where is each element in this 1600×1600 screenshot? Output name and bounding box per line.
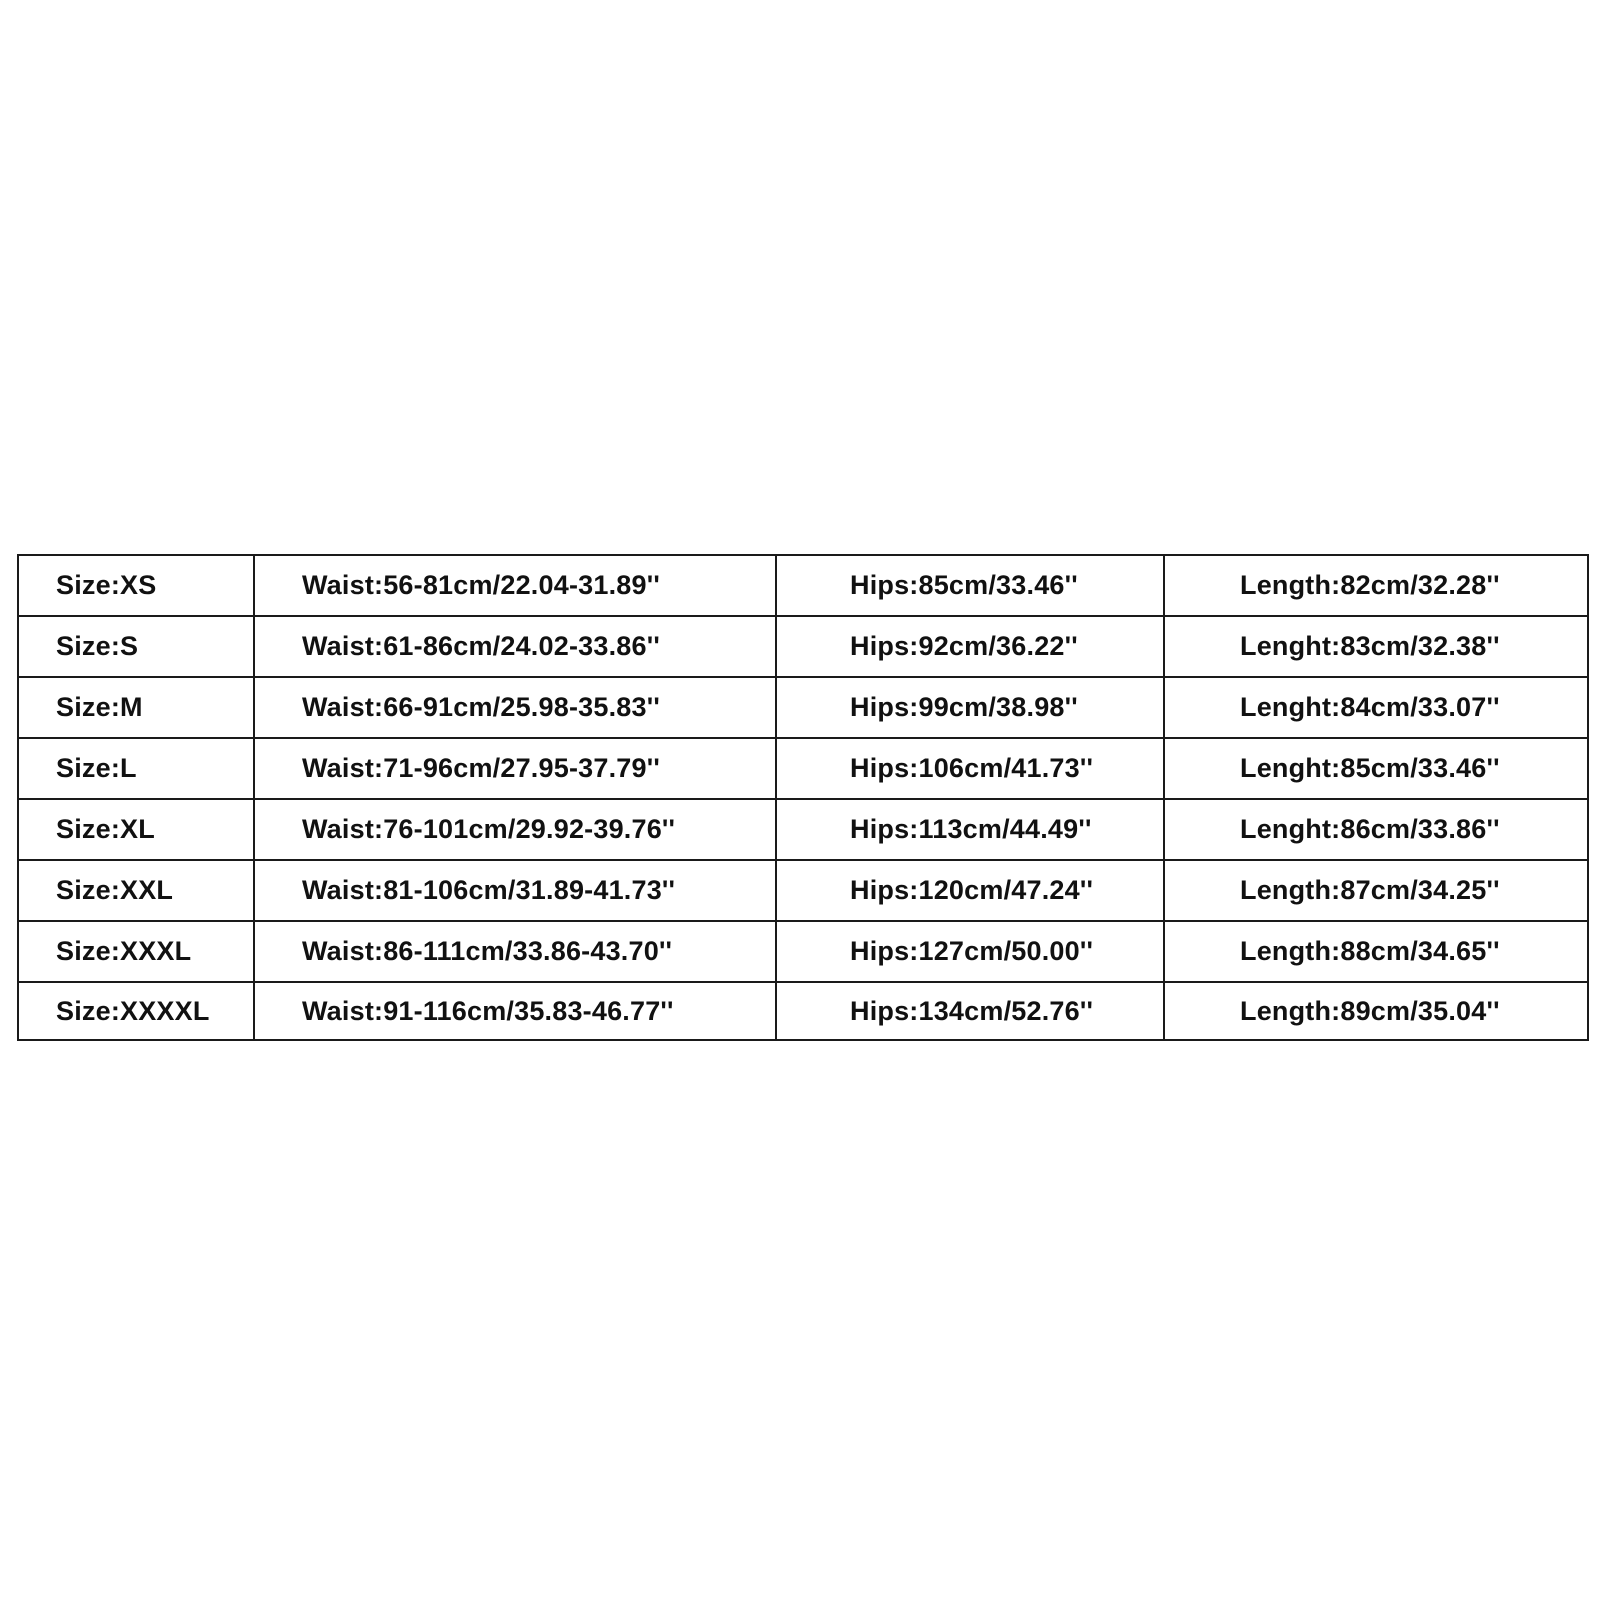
waist-cell: Waist:66-91cm/25.98-35.83'' [254,677,776,738]
hips-cell: Hips:99cm/38.98'' [776,677,1164,738]
waist-cell: Waist:76-101cm/29.92-39.76'' [254,799,776,860]
size-row-xs [18,555,1588,616]
length-cell: Lenght:86cm/33.86'' [1164,799,1588,860]
size-cell: Size:XL [18,799,254,860]
hips-cell: Hips:134cm/52.76'' [776,982,1164,1040]
size-row-l [18,738,1588,799]
hips-cell: Hips:120cm/47.24'' [776,860,1164,921]
length-cell: Length:88cm/34.65'' [1164,921,1588,982]
length-cell: Length:89cm/35.04'' [1164,982,1588,1040]
waist-cell: Waist:81-106cm/31.89-41.73'' [254,860,776,921]
size-cell: Size:XXL [18,860,254,921]
waist-cell: Waist:86-111cm/33.86-43.70'' [254,921,776,982]
waist-cell: Waist:61-86cm/24.02-33.86'' [254,616,776,677]
size-row-m [18,677,1588,738]
hips-cell: Hips:113cm/44.49'' [776,799,1164,860]
size-cell: Size:M [18,677,254,738]
waist-cell: Waist:91-116cm/35.83-46.77'' [254,982,776,1040]
length-cell: Length:87cm/34.25'' [1164,860,1588,921]
hips-cell: Hips:92cm/36.22'' [776,616,1164,677]
length-cell: Lenght:85cm/33.46'' [1164,738,1588,799]
size-chart-table [17,554,1589,1041]
hips-cell: Hips:106cm/41.73'' [776,738,1164,799]
hips-cell: Hips:85cm/33.46'' [776,555,1164,616]
size-cell: Size:S [18,616,254,677]
hips-cell: Hips:127cm/50.00'' [776,921,1164,982]
size-cell: Size:XS [18,555,254,616]
size-row-xxl [18,860,1588,921]
length-cell: Length:82cm/32.28'' [1164,555,1588,616]
waist-cell: Waist:56-81cm/22.04-31.89'' [254,555,776,616]
size-cell: Size:XXXXL [18,982,254,1040]
waist-cell: Waist:71-96cm/27.95-37.79'' [254,738,776,799]
size-cell: Size:L [18,738,254,799]
length-cell: Lenght:84cm/33.07'' [1164,677,1588,738]
size-row-s [18,616,1588,677]
length-cell: Lenght:83cm/32.38'' [1164,616,1588,677]
size-row-xl [18,799,1588,860]
size-row-xxxl [18,921,1588,982]
size-row-xxxxl [18,982,1588,1040]
size-cell: Size:XXXL [18,921,254,982]
